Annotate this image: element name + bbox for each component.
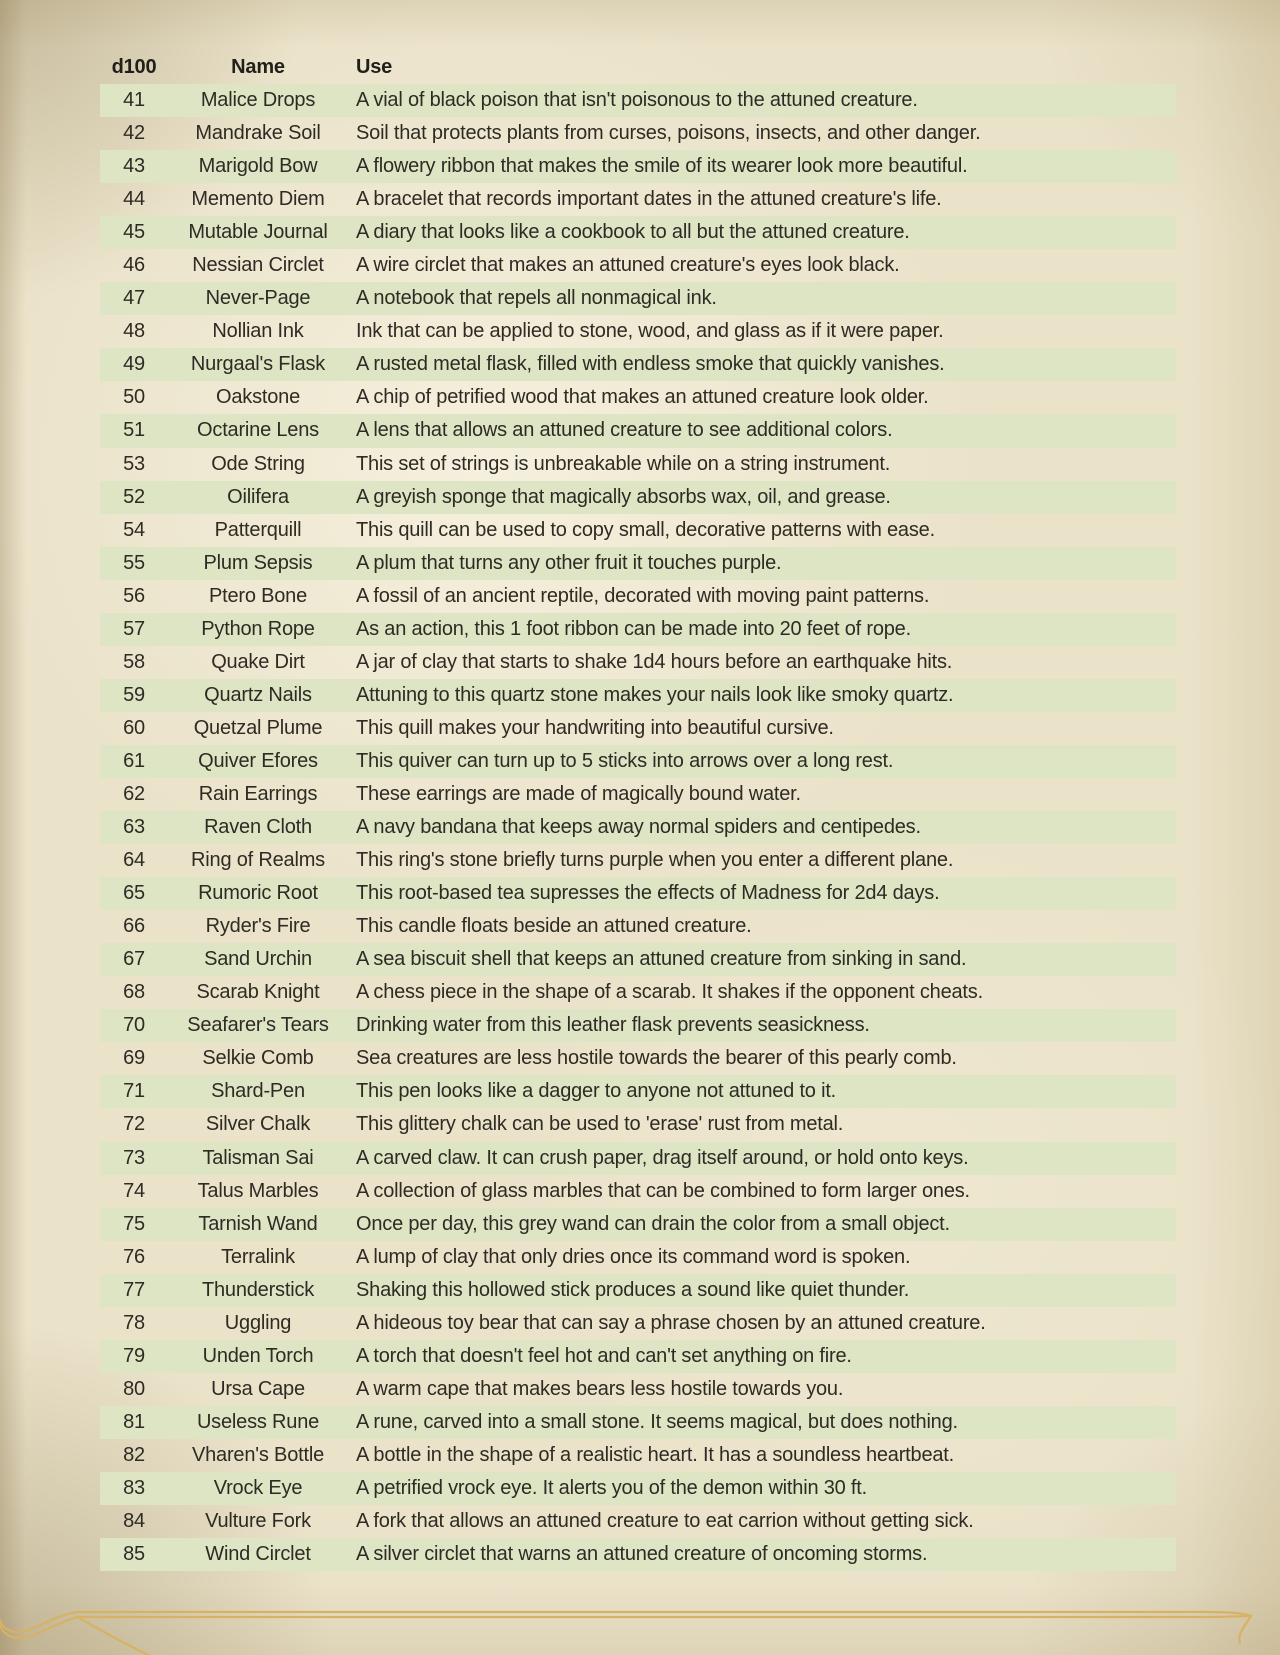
name-cell: Sand Urchin [204, 948, 312, 971]
use-cell: This glittery chalk can be used to 'erase' rust from metal. [356, 1113, 844, 1136]
use-cell: A lens that allows an attuned creature to see additional colors. [356, 419, 893, 442]
use-cell: A flowery ribbon that makes the smile of its wearer look more beautiful. [356, 155, 968, 178]
name-cell: Tarnish Wand [198, 1212, 318, 1235]
table-row [100, 1241, 1176, 1274]
table-row [100, 1505, 1176, 1538]
table-row [100, 1175, 1176, 1208]
use-cell: A petrified vrock eye. It alerts you of the demon within 30 ft. [356, 1476, 868, 1499]
d100-cell: 53 [123, 452, 145, 475]
name-cell: Terralink [221, 1245, 295, 1268]
name-cell: Selkie Comb [202, 1047, 314, 1070]
table-row [100, 1406, 1176, 1439]
table-row [100, 249, 1176, 282]
name-cell: Ursa Cape [211, 1377, 305, 1400]
name-cell: Uggling [224, 1311, 292, 1334]
d100-cell: 73 [123, 1146, 145, 1169]
name-cell: Oakstone [215, 386, 300, 409]
flourish-left-arc-inner [0, 1617, 78, 1638]
name-cell: Vrock Eye [213, 1476, 303, 1499]
use-cell: A rune, carved into a small stone. It seems magical, but does nothing. [356, 1410, 958, 1433]
use-cell: As an action, this 1 foot ribbon can be made into 20 feet of rope. [356, 617, 911, 640]
name-cell: Ode String [211, 452, 305, 475]
flourish-right-tail [1239, 1616, 1251, 1643]
name-cell: Silver Chalk [205, 1113, 311, 1136]
table-row [100, 778, 1176, 811]
d100-cell: 59 [123, 683, 145, 706]
d100-cell: 45 [123, 221, 145, 244]
use-cell: This candle floats beside an attuned creature. [356, 915, 752, 938]
use-cell: Shaking this hollowed stick produces a sound like quiet thunder. [356, 1278, 910, 1301]
table-row [100, 1439, 1176, 1472]
use-cell: This set of strings is unbreakable while on a string instrument. [356, 452, 891, 475]
table-row [100, 910, 1176, 943]
table-row [100, 1340, 1176, 1373]
name-cell: Oilifera [227, 485, 289, 508]
d100-cell: 58 [123, 650, 145, 673]
use-cell: A vial of black poison that isn't poisonous to the attuned creature. [356, 89, 918, 112]
table-row [100, 1373, 1176, 1406]
use-cell: A hideous toy bear that can say a phrase chosen by an attuned creature. [356, 1311, 986, 1334]
name-cell: Mandrake Soil [195, 122, 321, 145]
name-cell: Ring of Realms [191, 849, 325, 872]
d100-cell: 48 [123, 320, 145, 343]
name-cell: Talus Marbles [197, 1179, 319, 1202]
table-row [100, 282, 1176, 315]
name-cell: Quake Dirt [211, 650, 305, 673]
use-cell: A rusted metal flask, filled with endless smoke that quickly vanishes. [356, 353, 945, 376]
use-cell: A sea biscuit shell that keeps an attuned creature from sinking in sand. [356, 948, 967, 971]
d100-cell: 65 [123, 882, 145, 905]
table-row [100, 580, 1176, 613]
d100-cell: 79 [123, 1344, 145, 1367]
use-cell: A bracelet that records important dates in the attuned creature's life. [356, 188, 942, 211]
name-cell: Quartz Nails [204, 683, 312, 706]
d100-cell: 68 [123, 981, 145, 1004]
use-cell: This root-based tea supresses the effects of Madness for 2d4 days. [356, 882, 940, 905]
name-cell: Vharen's Bottle [191, 1443, 324, 1466]
name-cell: Marigold Bow [198, 155, 318, 178]
table-row [100, 646, 1176, 679]
d100-cell: 61 [123, 749, 145, 772]
d100-cell: 60 [123, 716, 145, 739]
table-row [100, 1009, 1176, 1042]
table-row [100, 1307, 1176, 1340]
d100-cell: 51 [123, 419, 145, 442]
table-row [100, 1142, 1176, 1175]
table-row [100, 1274, 1176, 1307]
name-cell: Patterquill [214, 518, 302, 541]
table-row [100, 315, 1176, 348]
table-row [100, 1075, 1176, 1108]
d100-cell: 62 [123, 783, 145, 805]
table-row [100, 1042, 1176, 1075]
name-cell: Nessian Circlet [192, 254, 324, 277]
flourish-left-arc-outer [0, 1612, 78, 1632]
d100-cell: 49 [123, 353, 145, 376]
name-cell: Thunderstick [201, 1278, 315, 1301]
name-cell: Raven Cloth [204, 816, 312, 839]
d100-cell: 57 [123, 617, 145, 640]
table-row [100, 381, 1176, 414]
d100-cell: 83 [123, 1476, 145, 1499]
d100-cell: 67 [123, 948, 145, 971]
use-cell: A silver circlet that warns an attuned creature of oncoming storms. [356, 1543, 928, 1566]
d100-cell: 43 [123, 155, 145, 178]
table-row [100, 414, 1176, 447]
d100-cell: 66 [123, 915, 145, 938]
d100-cell: 42 [123, 122, 145, 145]
name-cell: Memento Diem [191, 188, 325, 211]
use-cell: A plum that turns any other fruit it touches purple. [356, 551, 782, 574]
d100-cell: 81 [123, 1410, 145, 1433]
name-cell: Seafarer's Tears [187, 1014, 329, 1037]
name-cell: Never-Page [205, 287, 311, 310]
table-row [100, 216, 1176, 249]
table-row [100, 745, 1176, 778]
use-cell: A collection of glass marbles that can be combined to form larger ones. [356, 1179, 970, 1202]
d100-cell: 56 [123, 584, 145, 607]
name-cell: Mutable Journal [188, 221, 328, 244]
table-row [100, 481, 1176, 514]
use-cell: This quiver can turn up to 5 sticks into arrows over a long rest. [356, 749, 894, 772]
use-cell: These earrings are made of magically bound water. [356, 783, 801, 805]
use-cell: A jar of clay that starts to shake 1d4 hours before an earthquake hits. [356, 650, 953, 673]
use-cell: A bottle in the shape of a realistic heart. It has a soundless heartbeat. [356, 1443, 955, 1466]
d100-cell: 76 [123, 1245, 145, 1268]
name-cell: Quetzal Plume [193, 716, 323, 739]
use-cell: A chess piece in the shape of a scarab. It shakes if the opponent cheats. [356, 981, 983, 1004]
table-row [100, 150, 1176, 183]
use-cell: A carved claw. It can crush paper, drag itself around, or hold onto keys. [356, 1146, 969, 1169]
magic-items-table [100, 51, 1176, 1571]
table-row [100, 679, 1176, 712]
d100-cell: 69 [123, 1047, 145, 1070]
d100-cell: 52 [123, 485, 145, 508]
name-cell: Shard-Pen [211, 1080, 305, 1103]
flourish-bottom-line [78, 1616, 1251, 1617]
use-cell: Soil that protects plants from curses, poisons, insects, and other danger. [356, 122, 981, 145]
column-header-name: Name [231, 56, 285, 78]
use-cell: A wire circlet that makes an attuned creature's eyes look black. [356, 254, 900, 277]
use-cell: This quill can be used to copy small, decorative patterns with ease. [356, 518, 935, 541]
d100-cell: 74 [123, 1179, 145, 1202]
use-cell: Ink that can be applied to stone, wood, and glass as if it were paper. [356, 320, 944, 343]
flourish-top-line [78, 1612, 1251, 1616]
table-row [100, 811, 1176, 844]
use-cell: A greyish sponge that magically absorbs wax, oil, and grease. [356, 485, 891, 508]
d100-cell: 84 [123, 1510, 145, 1533]
name-cell: Rain Earrings [198, 783, 318, 805]
d100-cell: 71 [123, 1080, 145, 1103]
use-cell: A warm cape that makes bears less hostile towards you. [356, 1377, 844, 1400]
use-cell: A torch that doesn't feel hot and can't set anything on fire. [356, 1344, 852, 1367]
use-cell: This ring's stone briefly turns purple when you enter a different plane. [356, 849, 954, 872]
table-row [100, 348, 1176, 381]
table-row [100, 117, 1176, 150]
name-cell: Ptero Bone [208, 584, 308, 607]
d100-cell: 63 [123, 816, 145, 839]
d100-cell: 44 [123, 188, 145, 211]
column-header-use: Use [356, 56, 393, 78]
use-cell: A fossil of an ancient reptile, decorated with moving paint patterns. [356, 584, 930, 607]
table-row [100, 877, 1176, 910]
d100-cell: 80 [123, 1377, 145, 1400]
d100-cell: 54 [123, 518, 145, 541]
table-row [100, 613, 1176, 646]
name-cell: Unden Torch [202, 1344, 314, 1367]
use-cell: A lump of clay that only dries once its command word is spoken. [356, 1245, 911, 1268]
flourish-left-diagonal [78, 1617, 150, 1655]
name-cell: Rumoric Root [198, 882, 318, 905]
name-cell: Plum Sepsis [203, 551, 313, 574]
name-cell: Talisman Sai [202, 1146, 314, 1169]
table-row [100, 844, 1176, 877]
d100-cell: 82 [123, 1443, 145, 1466]
d100-cell: 78 [123, 1311, 145, 1334]
name-cell: Python Rope [201, 617, 315, 640]
table-row [100, 1472, 1176, 1505]
d100-cell: 46 [123, 254, 145, 277]
d100-cell: 47 [123, 287, 145, 310]
use-cell: A diary that looks like a cookbook to all but the attuned creature. [356, 221, 910, 244]
name-cell: Ryder's Fire [205, 915, 311, 938]
d100-cell: 55 [123, 551, 145, 574]
column-header-d100: d100 [111, 56, 157, 78]
name-cell: Scarab Knight [196, 981, 320, 1004]
name-cell: Nollian Ink [212, 320, 304, 343]
table-row [100, 84, 1176, 117]
use-cell: A navy bandana that keeps away normal spiders and centipedes. [356, 816, 921, 839]
d100-cell: 85 [123, 1543, 145, 1566]
name-cell: Octarine Lens [197, 419, 319, 442]
d100-cell: 72 [123, 1113, 145, 1136]
table-row [100, 547, 1176, 580]
name-cell: Malice Drops [200, 89, 316, 112]
table-row [100, 1538, 1176, 1571]
name-cell: Vulture Fork [205, 1510, 311, 1533]
use-cell: A fork that allows an attuned creature to eat carrion without getting sick. [356, 1510, 974, 1533]
d100-cell: 50 [123, 386, 145, 409]
table-row [100, 712, 1176, 745]
d100-cell: 77 [123, 1278, 145, 1301]
use-cell: This quill makes your handwriting into beautiful cursive. [356, 716, 834, 739]
table-row [100, 943, 1176, 976]
d100-cell: 64 [123, 849, 145, 872]
use-cell: Sea creatures are less hostile towards the bearer of this pearly comb. [356, 1047, 957, 1070]
table-header-row [100, 51, 1176, 84]
use-cell: This pen looks like a dagger to anyone not attuned to it. [356, 1080, 837, 1103]
table-row [100, 448, 1176, 481]
table-row [100, 976, 1176, 1009]
d100-cell: 70 [123, 1014, 145, 1037]
d100-cell: 75 [123, 1212, 145, 1235]
name-cell: Useless Rune [196, 1410, 320, 1433]
name-cell: Nurgaal's Flask [190, 353, 326, 376]
use-cell: Once per day, this grey wand can drain the color from a small object. [356, 1212, 950, 1235]
use-cell: A chip of petrified wood that makes an attuned creature look older. [356, 386, 929, 409]
name-cell: Quiver Efores [198, 749, 318, 772]
table-row [100, 1208, 1176, 1241]
use-cell: Attuning to this quartz stone makes your nails look like smoky quartz. [356, 683, 954, 706]
name-cell: Wind Circlet [205, 1543, 311, 1566]
d100-cell: 41 [123, 89, 145, 112]
use-cell: Drinking water from this leather flask prevents seasickness. [356, 1014, 870, 1037]
table-row [100, 514, 1176, 547]
table-body [100, 84, 1176, 1571]
table-row [100, 1108, 1176, 1141]
use-cell: A notebook that repels all nonmagical ink. [356, 287, 717, 310]
table-row [100, 183, 1176, 216]
